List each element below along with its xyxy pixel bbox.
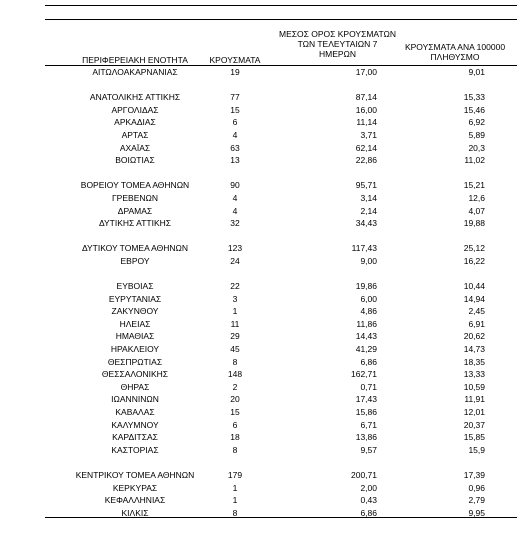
header-avg-line3: ΗΜΕΡΩΝ <box>318 49 357 59</box>
rate-cell: 10,59 <box>463 381 485 392</box>
cases-cell: 11 <box>230 318 240 329</box>
table-row <box>45 343 517 356</box>
cases-cell: 24 <box>230 255 240 266</box>
cases-cell: 8 <box>232 507 238 518</box>
header-avg-line1: ΜΕΣΟΣ ΟΡΟΣ ΚΡΟΥΣΜΑΤΩΝ <box>279 29 396 39</box>
avg-cell: 0,43 <box>360 495 377 506</box>
cases-cell: 179 <box>227 470 243 480</box>
region-cell: ΚΕΦΑΛΛΗΝΙΑΣ <box>104 495 166 506</box>
avg-cell: 6,86 <box>360 507 377 518</box>
rate-cell: 6,92 <box>468 117 485 128</box>
region-cell: ΗΜΑΘΙΑΣ <box>115 331 155 342</box>
table-row <box>45 179 517 192</box>
cases-cell: 32 <box>230 218 240 229</box>
rate-cell: 15,21 <box>463 180 485 191</box>
region-cell: ΑΡΤΑΣ <box>121 129 149 140</box>
region-cell: ΑΧΑΪΑΣ <box>119 142 151 153</box>
table-row <box>45 469 517 482</box>
rate-cell: 20,3 <box>468 142 485 153</box>
rate-cell: 19,88 <box>463 218 485 229</box>
cases-cell: 77 <box>230 92 240 103</box>
rate-cell: 16,22 <box>463 255 485 266</box>
rate-cell: 2,79 <box>468 495 485 506</box>
region-cell: ΚΙΛΚΙΣ <box>121 507 149 518</box>
avg-cell: 17,43 <box>355 394 377 405</box>
region-cell: ΓΡΕΒΕΝΩΝ <box>112 192 158 203</box>
region-cell: ΗΛΕΙΑΣ <box>119 318 151 329</box>
avg-cell: 9,57 <box>360 444 377 455</box>
avg-cell: 11,14 <box>356 117 377 128</box>
region-cell: ΚΑΡΔΙΤΣΑΣ <box>112 432 158 443</box>
rate-cell: 12,6 <box>468 192 485 203</box>
rate-cell: 25,12 <box>463 243 485 254</box>
table-row <box>45 406 517 419</box>
cases-cell: 1 <box>232 495 238 506</box>
cases-cell: 29 <box>230 331 240 342</box>
table-row <box>45 318 517 331</box>
rate-cell: 14,94 <box>463 293 485 304</box>
table-row <box>45 330 517 343</box>
header-avg-line2: ΤΩΝ ΤΕΛΕΥΤΑΙΩΝ 7 <box>297 39 378 49</box>
table-row <box>45 205 517 218</box>
table-row <box>45 242 517 255</box>
row-spacer <box>45 167 517 180</box>
avg-cell: 16,00 <box>355 104 377 115</box>
cases-cell: 4 <box>232 129 238 140</box>
avg-cell: 41,29 <box>355 344 377 355</box>
avg-cell: 6,86 <box>360 356 377 367</box>
avg-cell: 117,43 <box>351 243 377 254</box>
cases-cell: 63 <box>230 142 240 153</box>
avg-cell: 162,71 <box>351 369 377 380</box>
avg-cell: 4,86 <box>360 306 377 317</box>
header-cases: ΚΡΟΥΣΜΑΤΑ <box>209 55 261 65</box>
cases-cell: 1 <box>232 482 238 493</box>
cases-cell: 90 <box>230 180 240 191</box>
rate-cell: 6,91 <box>468 318 485 329</box>
cases-cell: 19 <box>230 67 240 77</box>
avg-cell: 2,00 <box>360 482 377 493</box>
region-cell: ΕΥΡΥΤΑΝΙΑΣ <box>108 293 162 304</box>
avg-cell: 34,43 <box>355 218 377 229</box>
region-cell: ΑΡΚΑΔΙΑΣ <box>114 117 156 128</box>
table-row <box>45 217 517 230</box>
table-row <box>45 154 517 167</box>
header-avg-7-days <box>275 29 400 59</box>
cases-cell: 123 <box>227 243 243 254</box>
rate-cell: 9,95 <box>468 507 485 518</box>
avg-cell: 6,00 <box>360 293 377 304</box>
cases-cell: 3 <box>232 293 238 304</box>
region-cell: ΑΙΤΩΛΟΑΚΑΡΝΑΝΙΑΣ <box>92 67 178 77</box>
region-cell: ΕΥΒΟΙΑΣ <box>116 281 154 292</box>
rate-cell: 5,89 <box>468 129 485 140</box>
region-cell: ΘΗΡΑΣ <box>120 381 150 392</box>
rate-cell: 10,44 <box>463 281 485 292</box>
avg-cell: 22,86 <box>355 155 377 166</box>
cases-cell: 4 <box>232 192 238 203</box>
rate-cell: 2,45 <box>468 306 485 317</box>
header-rate-line1: ΚΡΟΥΣΜΑΤΑ ΑΝΑ 100000 <box>404 42 506 52</box>
rate-cell: 11,02 <box>464 155 485 166</box>
region-cell: ΔΥΤΙΚΗΣ ΑΤΤΙΚΗΣ <box>98 218 172 229</box>
rate-cell: 15,9 <box>468 444 485 455</box>
row-spacer <box>45 456 517 469</box>
cases-cell: 6 <box>232 117 238 128</box>
rate-cell: 13,33 <box>463 369 485 380</box>
region-cell: ΒΟΙΩΤΙΑΣ <box>115 155 155 166</box>
table-row <box>45 393 517 406</box>
table-row <box>45 104 517 117</box>
region-cell: ΑΝΑΤΟΛΙΚΗΣ ΑΤΤΙΚΗΣ <box>89 92 181 103</box>
region-cell: ΚΕΝΤΡΙΚΟΥ ΤΟΜΕΑ ΑΘΗΝΩΝ <box>75 470 195 480</box>
region-cell: ΘΕΣΣΑΛΟΝΙΚΗΣ <box>101 369 169 380</box>
table-row <box>45 368 517 381</box>
region-cell: ΘΕΣΠΡΩΤΙΑΣ <box>107 356 163 367</box>
row-spacer <box>45 79 517 92</box>
avg-cell: 87,14 <box>355 92 377 103</box>
table-row <box>45 494 517 507</box>
top-rule <box>45 5 517 6</box>
rate-cell: 20,37 <box>463 419 485 430</box>
header-cases-per-100k <box>395 42 515 62</box>
rate-cell: 11,91 <box>464 394 485 405</box>
region-cell: ΑΡΓΟΛΙΔΑΣ <box>111 104 159 115</box>
region-cell: ΖΑΚΥΝΘΟΥ <box>111 306 159 317</box>
avg-cell: 13,86 <box>355 432 377 443</box>
avg-cell: 0,71 <box>360 381 377 392</box>
avg-cell: 11,86 <box>356 318 377 329</box>
avg-cell: 14,43 <box>355 331 377 342</box>
cases-cell: 4 <box>232 205 238 216</box>
region-cell: ΕΒΡΟΥ <box>120 255 150 266</box>
table-row <box>45 419 517 432</box>
table-row <box>45 129 517 142</box>
header-region: ΠΕΡΙΦΕΡΕΙΑΚΗ ΕΝΟΤΗΤΑ <box>82 55 188 65</box>
cases-cell: 15 <box>230 407 240 418</box>
region-cell: ΗΡΑΚΛΕΙΟΥ <box>110 344 160 355</box>
cases-cell: 1 <box>232 306 238 317</box>
avg-cell: 9,00 <box>360 255 377 266</box>
rate-cell: 17,39 <box>463 470 485 480</box>
region-cell: ΙΩΑΝΝΙΝΩΝ <box>111 394 159 405</box>
region-cell: ΚΑΛΥΜΝΟΥ <box>111 419 159 430</box>
avg-cell: 17,00 <box>355 67 377 77</box>
avg-cell: 15,86 <box>355 407 377 418</box>
table-row <box>45 293 517 306</box>
cases-cell: 6 <box>232 419 238 430</box>
cases-cell: 15 <box>230 104 240 115</box>
avg-cell: 95,71 <box>355 180 377 191</box>
avg-cell: 2,14 <box>360 205 377 216</box>
region-cell: ΚΕΡΚΥΡΑΣ <box>112 482 158 493</box>
table-row <box>45 444 517 457</box>
cases-cell: 20 <box>230 394 240 405</box>
avg-cell: 62,14 <box>355 142 377 153</box>
table-row <box>45 381 517 394</box>
table-row <box>45 482 517 495</box>
region-cell: ΒΟΡΕΙΟΥ ΤΟΜΕΑ ΑΘΗΝΩΝ <box>80 180 190 191</box>
rate-cell: 4,07 <box>468 205 485 216</box>
rate-cell: 9,01 <box>468 67 485 77</box>
table-body <box>45 66 517 519</box>
section-rule <box>45 19 517 20</box>
header-rate-line2: ΠΛΗΘΥΣΜΟ <box>430 52 480 62</box>
avg-cell: 200,71 <box>351 470 377 480</box>
region-cell: ΚΑΒΑΛΑΣ <box>115 407 155 418</box>
rate-cell: 15,85 <box>463 432 485 443</box>
table-header <box>45 28 517 66</box>
table-row <box>45 192 517 205</box>
rate-cell: 14,73 <box>463 344 485 355</box>
rate-cell: 18,35 <box>463 356 485 367</box>
row-spacer <box>45 230 517 243</box>
table-row <box>45 66 517 79</box>
avg-cell: 6,71 <box>360 419 377 430</box>
bottom-rule <box>45 517 517 518</box>
rate-cell: 15,46 <box>463 104 485 115</box>
table-row <box>45 142 517 155</box>
table-row <box>45 356 517 369</box>
avg-cell: 3,71 <box>360 129 377 140</box>
cases-cell: 45 <box>230 344 240 355</box>
avg-cell: 3,14 <box>360 192 377 203</box>
region-cell: ΚΑΣΤΟΡΙΑΣ <box>111 444 159 455</box>
table-row <box>45 431 517 444</box>
table-row <box>45 116 517 129</box>
table-row <box>45 280 517 293</box>
cases-cell: 148 <box>227 369 243 380</box>
rate-cell: 15,33 <box>463 92 485 103</box>
row-spacer <box>45 268 517 281</box>
cases-cell: 8 <box>232 444 238 455</box>
cases-cell: 8 <box>232 356 238 367</box>
rate-cell: 12,01 <box>463 407 485 418</box>
region-cell: ΔΥΤΙΚΟΥ ΤΟΜΕΑ ΑΘΗΝΩΝ <box>81 243 189 254</box>
region-cell: ΔΡΑΜΑΣ <box>117 205 153 216</box>
cases-cell: 22 <box>230 281 240 292</box>
avg-cell: 19,86 <box>355 281 377 292</box>
rate-cell: 0,96 <box>468 482 485 493</box>
table-row <box>45 91 517 104</box>
table-row <box>45 305 517 318</box>
cases-cell: 2 <box>232 381 238 392</box>
table-row <box>45 255 517 268</box>
rate-cell: 20,62 <box>463 331 485 342</box>
cases-cell: 13 <box>230 155 240 166</box>
cases-cell: 18 <box>230 432 240 443</box>
